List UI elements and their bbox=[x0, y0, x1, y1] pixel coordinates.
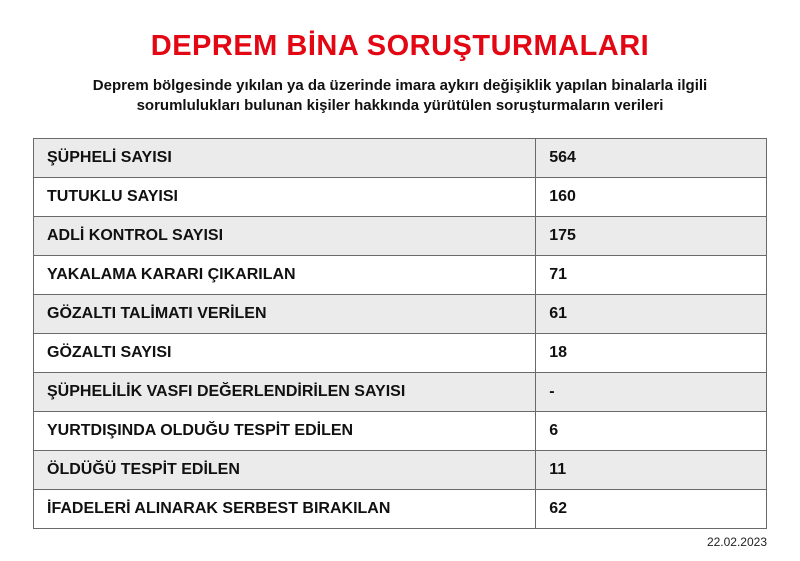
row-label: YAKALAMA KARARI ÇIKARILAN bbox=[34, 256, 536, 295]
date-label: 22.02.2023 bbox=[706, 535, 767, 549]
row-label: ÖLDÜĞÜ TESPİT EDİLEN bbox=[34, 451, 536, 490]
table-row bbox=[34, 256, 767, 295]
table-row bbox=[34, 490, 767, 529]
table-row bbox=[34, 334, 767, 373]
row-label: GÖZALTI TALİMATI VERİLEN bbox=[34, 295, 536, 334]
row-value: 6 bbox=[536, 412, 767, 451]
row-value: 71 bbox=[536, 256, 767, 295]
row-value: 62 bbox=[536, 490, 767, 529]
table-row bbox=[34, 295, 767, 334]
row-value: 61 bbox=[536, 295, 767, 334]
data-table-body bbox=[34, 139, 767, 529]
row-value: 18 bbox=[536, 334, 767, 373]
row-value: - bbox=[536, 373, 767, 412]
row-label: TUTUKLU SAYISI bbox=[34, 178, 536, 217]
table-row bbox=[34, 178, 767, 217]
row-label: ŞÜPHELİLİK VASFI DEĞERLENDİRİLEN SAYISI bbox=[34, 373, 536, 412]
table-row bbox=[34, 373, 767, 412]
row-value: 11 bbox=[536, 451, 767, 490]
row-label: ŞÜPHELİ SAYISI bbox=[34, 139, 536, 178]
row-label: YURTDIŞINDA OLDUĞU TESPİT EDİLEN bbox=[34, 412, 536, 451]
page-subtitle bbox=[20, 76, 780, 116]
row-value: 175 bbox=[536, 217, 767, 256]
table-row bbox=[34, 139, 767, 178]
table-row bbox=[34, 451, 767, 490]
row-label: İFADELERİ ALINARAK SERBEST BIRAKILAN bbox=[34, 490, 536, 529]
table-row bbox=[34, 412, 767, 451]
subtitle-line-1: Deprem bölgesinde yıkılan ya da üzerinde imara aykırı değişiklik yapılan binalarla ilgili bbox=[92, 77, 708, 94]
row-value: 160 bbox=[536, 178, 767, 217]
table-row bbox=[34, 217, 767, 256]
subtitle-line-2: sorumlulukları bulunan kişiler hakkında yürütülen soruşturmaların verileri bbox=[136, 97, 664, 114]
row-label: GÖZALTI SAYISI bbox=[34, 334, 536, 373]
page-title: DEPREM BİNA SORUŞTURMALARI bbox=[150, 30, 650, 62]
row-label: ADLİ KONTROL SAYISI bbox=[34, 217, 536, 256]
data-table bbox=[33, 138, 767, 529]
row-value: 564 bbox=[536, 139, 767, 178]
